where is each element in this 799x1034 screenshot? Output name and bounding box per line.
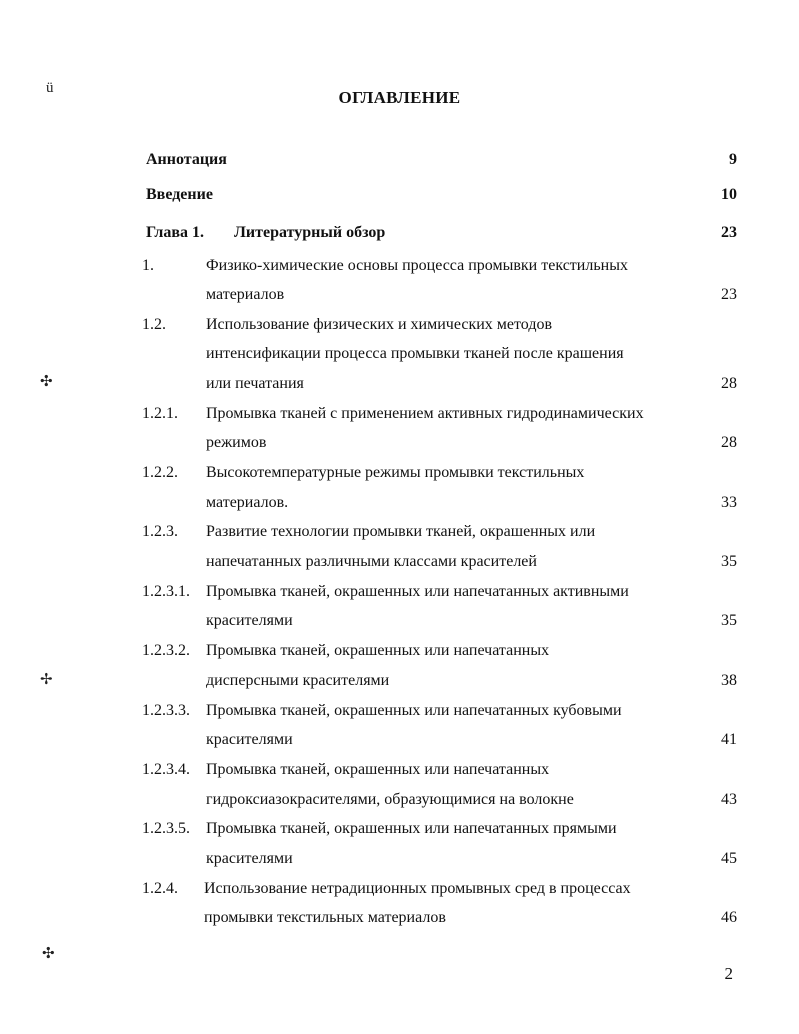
toc-entry-page: 28 bbox=[721, 375, 737, 392]
toc-entry-number: 1.2.3.1. bbox=[142, 583, 190, 600]
toc-entry-line: красителями bbox=[206, 731, 293, 748]
toc-entry-line: красителями bbox=[206, 612, 293, 629]
toc-entry-page: 46 bbox=[721, 909, 737, 926]
toc-entry-title: Введение bbox=[146, 186, 213, 203]
margin-mark: ✣ bbox=[42, 946, 55, 962]
toc-entry-number: 1.2.3.4. bbox=[142, 761, 190, 778]
toc-entry-line: гидроксиазокрасителями, образующимися на волокне bbox=[206, 791, 574, 808]
toc-entry-line: Использование нетрадиционных промывных сред в процессах bbox=[204, 880, 631, 897]
toc-entry-line: Высокотемпературные режимы промывки текстильных bbox=[206, 464, 585, 481]
toc-entry-line: дисперсными красителями bbox=[206, 672, 390, 689]
toc-entry-title: Литературный обзор bbox=[234, 224, 386, 241]
toc-entry-page: 10 bbox=[721, 186, 737, 203]
toc-entry-number: 1. bbox=[142, 257, 154, 274]
toc-entry-page: 23 bbox=[721, 286, 737, 303]
margin-mark: ✢ bbox=[40, 672, 53, 688]
toc-entry-line: Промывка тканей, окрашенных или напечатанных прямыми bbox=[206, 820, 617, 837]
toc-entry-line: Промывка тканей, окрашенных или напечатанных активными bbox=[206, 583, 629, 600]
toc-entry-line: Физико-химические основы процесса промывки текстильных bbox=[206, 257, 628, 274]
toc-entry-line: промывки текстильных материалов bbox=[204, 909, 446, 926]
margin-mark: ü bbox=[46, 80, 54, 96]
toc-entry-line: интенсификации процесса промывки тканей после крашения bbox=[206, 345, 624, 362]
page-number: 2 bbox=[724, 964, 733, 983]
margin-mark: ✣ bbox=[40, 374, 53, 390]
toc-entry-page: 38 bbox=[721, 672, 737, 689]
toc-entry-line: Промывка тканей с применением активных гидродинамических bbox=[206, 405, 644, 422]
toc-entry-page: 45 bbox=[721, 850, 737, 867]
toc-entry-line: материалов bbox=[206, 286, 285, 303]
toc-entry-page: 41 bbox=[721, 731, 737, 748]
toc-entry-line: Промывка тканей, окрашенных или напечатанных bbox=[206, 761, 550, 778]
toc-entry-line: или печатания bbox=[206, 375, 304, 392]
toc-entry-line: Промывка тканей, окрашенных или напечатанных bbox=[206, 642, 550, 659]
toc-entry-number: 1.2.3.5. bbox=[142, 820, 190, 837]
toc-entry-line: Использование физических и химических методов bbox=[206, 316, 553, 333]
toc-entry-page: 33 bbox=[721, 494, 737, 511]
toc-entry-page: 23 bbox=[721, 224, 737, 241]
toc-entry-line: напечатанных различными классами красителей bbox=[206, 553, 537, 570]
toc-entry-number: Глава 1. bbox=[146, 224, 204, 241]
toc-entry-line: Развитие технологии промывки тканей, окрашенных или bbox=[206, 523, 596, 540]
toc-entry-number: 1.2.4. bbox=[142, 880, 178, 897]
toc-entry-number: 1.2.3.3. bbox=[142, 702, 190, 719]
toc-entry-number: 1.2. bbox=[142, 316, 166, 333]
toc-entry-number: 1.2.1. bbox=[142, 405, 178, 422]
toc-entry-line: Промывка тканей, окрашенных или напечатанных кубовыми bbox=[206, 702, 622, 719]
toc-entry-number: 1.2.3. bbox=[142, 523, 178, 540]
toc-entry-page: 35 bbox=[721, 612, 737, 629]
page-title: ОГЛАВЛЕНИЕ bbox=[338, 88, 461, 107]
toc-entry-line: материалов. bbox=[206, 494, 289, 511]
toc-entry-number: 1.2.2. bbox=[142, 464, 178, 481]
toc-entry-page: 35 bbox=[721, 553, 737, 570]
toc-entry-page: 43 bbox=[721, 791, 737, 808]
toc-entry-line: красителями bbox=[206, 850, 293, 867]
toc-entry-page: 28 bbox=[721, 434, 737, 451]
toc-entry-number: 1.2.3.2. bbox=[142, 642, 190, 659]
toc-entry-line: режимов bbox=[206, 434, 267, 451]
toc-entry-title: Аннотация bbox=[146, 151, 227, 168]
toc-entry-page: 9 bbox=[729, 151, 737, 168]
